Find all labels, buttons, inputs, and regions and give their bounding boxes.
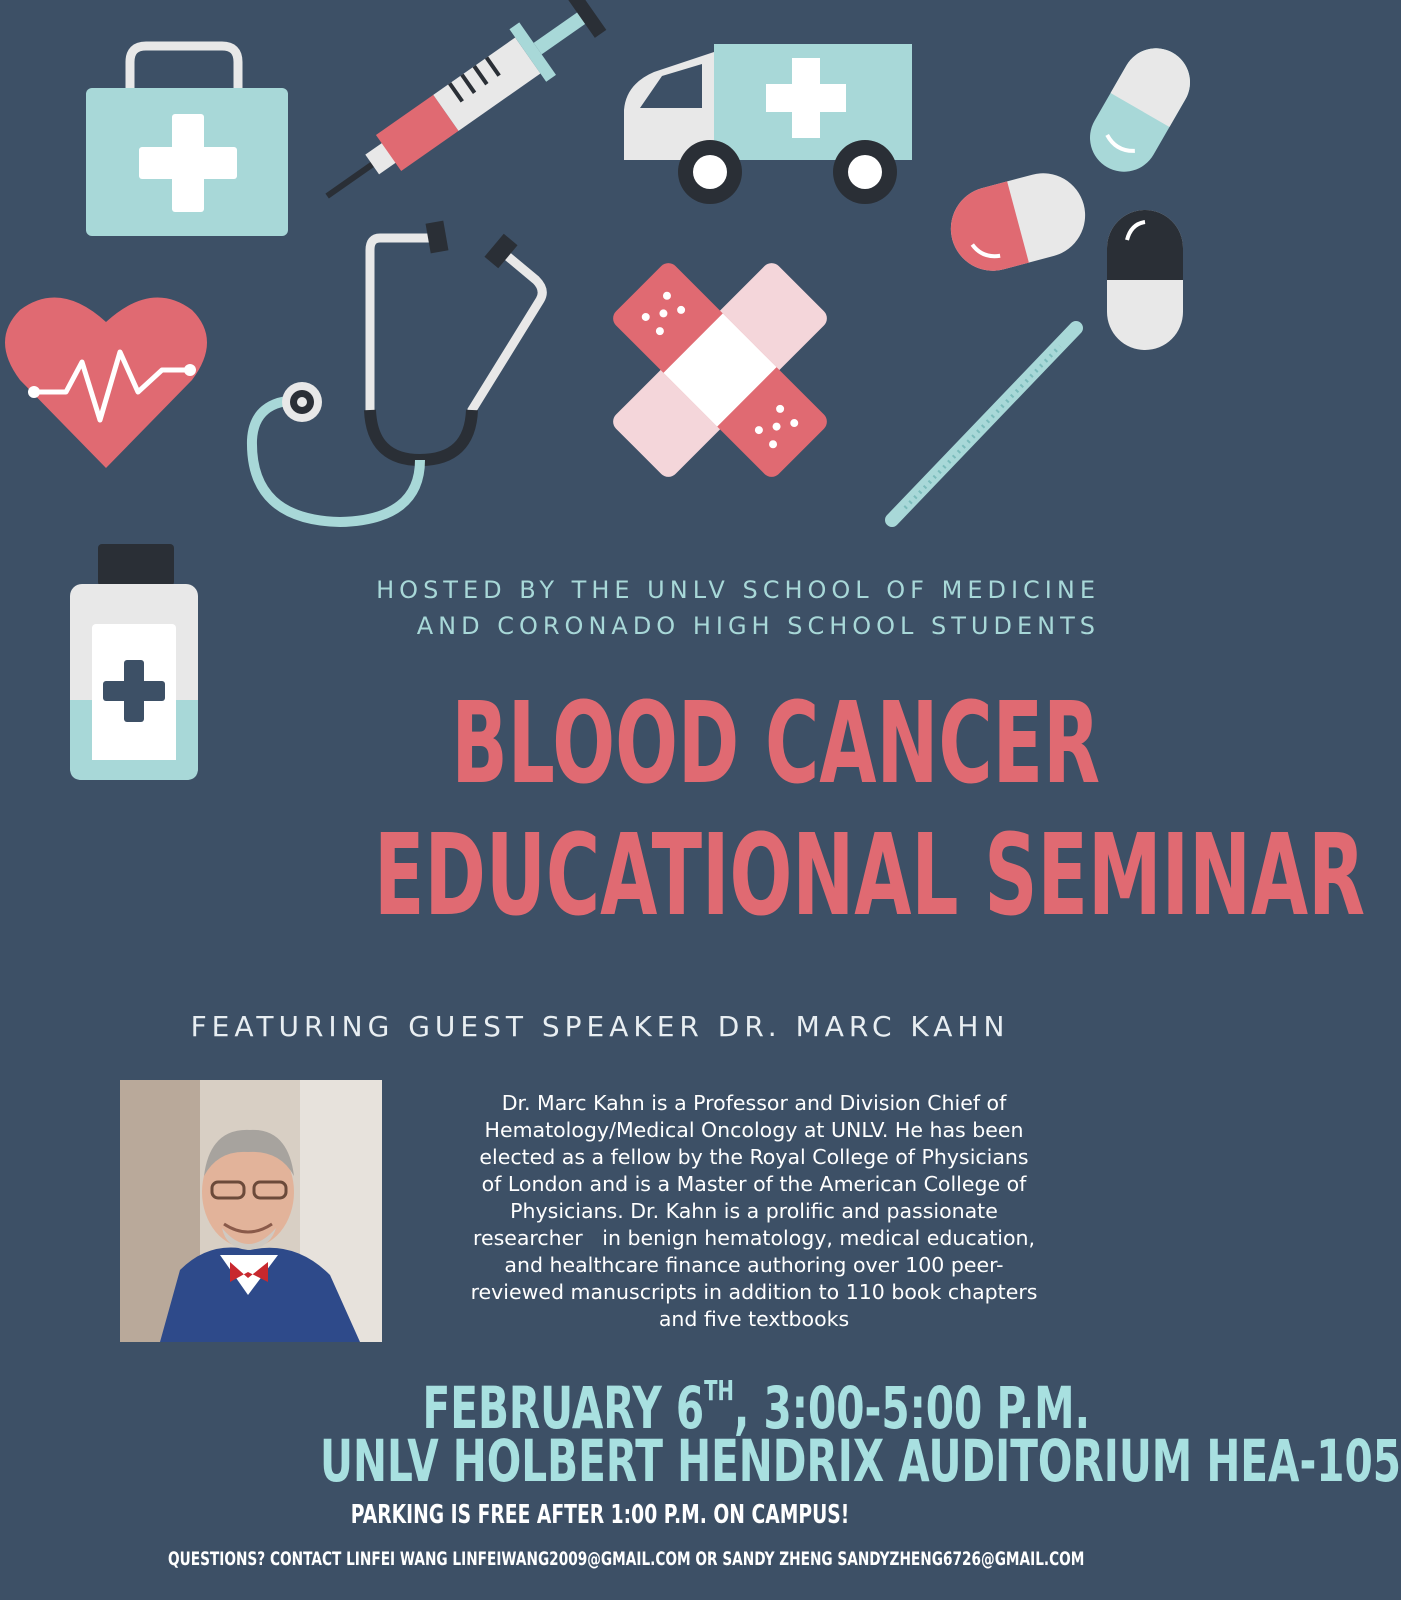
speaker-bio xyxy=(404,1090,1104,1333)
bio-line: of London and is a Master of the American College of xyxy=(481,1172,1027,1196)
pill-icon xyxy=(941,36,1202,350)
bio-line: Hematology/Medical Oncology at UNLV. He has been xyxy=(484,1118,1024,1142)
event-venue: UNLV HOLBERT HENDRIX AUDITORIUM HEA-105 xyxy=(320,1427,1401,1495)
hosted-line-1: HOSTED BY THE UNLV SCHOOL OF MEDICINE xyxy=(376,576,1100,604)
event-title-line-2: EDUCATIONAL SEMINAR xyxy=(374,811,1366,941)
bio-line: elected as a fellow by the Royal College of Physicians xyxy=(479,1145,1029,1169)
hosted-by-text xyxy=(200,572,1100,644)
bio-line: and healthcare finance authoring over 100 peer- xyxy=(504,1253,1004,1277)
medical-icons-illustration xyxy=(0,0,1200,780)
parking-note: PARKING IS FREE AFTER 1:00 P.M. ON CAMPUS! xyxy=(350,1500,850,1530)
contact-info: QUESTIONS? CONTACT LINFEI WANG LINFEIWANG2009@GMAIL.COM OR SANDY ZHENG SANDYZHENG6726@GMAIL.COM xyxy=(167,1548,1085,1570)
heart-pulse-icon xyxy=(5,298,207,469)
bio-line: and five textbooks xyxy=(658,1307,850,1331)
bio-line: Dr. Marc Kahn is a Professor and Division Chief of xyxy=(501,1091,1007,1115)
speaker-photo xyxy=(120,1080,382,1342)
stethoscope-icon xyxy=(252,221,542,522)
featuring-speaker-heading: FEATURING GUEST SPEAKER DR. MARC KAHN xyxy=(190,1010,1010,1043)
event-title-line-1: BLOOD CANCER xyxy=(451,679,1100,809)
bandage-icon xyxy=(609,259,831,481)
event-time: , 3:00-5:00 P.M. xyxy=(733,1374,1090,1442)
first-aid-kit-icon xyxy=(86,46,288,236)
bio-line: researcher in benign hematology, medical education, xyxy=(472,1226,1036,1250)
bio-line: Physicians. Dr. Kahn is a prolific and passionate xyxy=(510,1199,998,1223)
syringe-icon xyxy=(309,0,611,222)
ambulance-icon xyxy=(624,44,912,204)
bio-line: reviewed manuscripts in addition to 110 book chapters xyxy=(470,1280,1038,1304)
medicine-bottle-icon xyxy=(70,544,198,780)
thermometer-icon xyxy=(892,328,1076,520)
event-date: FEBRUARY 6 xyxy=(422,1374,705,1442)
hosted-line-2: AND CORONADO HIGH SCHOOL STUDENTS xyxy=(416,612,1100,640)
event-date-suffix: TH xyxy=(704,1374,734,1407)
